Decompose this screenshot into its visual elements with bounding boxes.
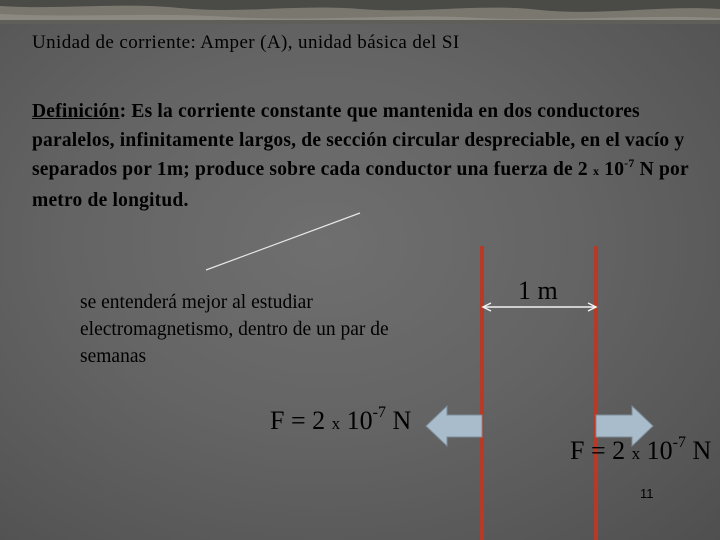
force-left-unit: N xyxy=(385,406,412,435)
distance-label: 1 m xyxy=(518,276,558,305)
left-force-arrow xyxy=(426,406,482,446)
slide-title: Unidad de corriente: Amper (A), unidad básica del SI xyxy=(32,32,460,53)
force-right-prefix: F = 2 xyxy=(570,436,632,465)
definition-text-part1: : Es la corriente constante que mantenida en dos conductores paralelos, infinitamente largos, de sección circular despreciable, en el vacío y separados por 1m; produce sobre cada conductor una fuerza de 2 xyxy=(32,101,685,180)
force-right-base: 10 xyxy=(640,436,673,465)
force-label-left xyxy=(270,406,411,436)
force-left-times: x xyxy=(331,414,341,433)
definition-text-part2: 10 xyxy=(599,159,625,180)
force-right-times: x xyxy=(631,444,641,463)
force-label-right xyxy=(570,436,711,466)
callout-line xyxy=(206,213,360,270)
definition-exponent: -7 xyxy=(624,156,635,170)
note-text: se entenderá mejor al estudiar electromagnetismo, dentro de un par de semanas xyxy=(80,292,389,367)
force-right-unit: N xyxy=(685,436,712,465)
force-left-prefix: F = 2 xyxy=(270,406,332,435)
definition-times-sign: x xyxy=(592,164,600,178)
force-left-base: 10 xyxy=(340,406,373,435)
definition-text-part3: N por metro de longitud. xyxy=(32,159,689,211)
force-left-exponent: -7 xyxy=(372,404,386,421)
force-right-exponent: -7 xyxy=(672,434,686,451)
definition-term: Definición xyxy=(32,101,120,122)
page-number: 11 xyxy=(640,486,654,501)
